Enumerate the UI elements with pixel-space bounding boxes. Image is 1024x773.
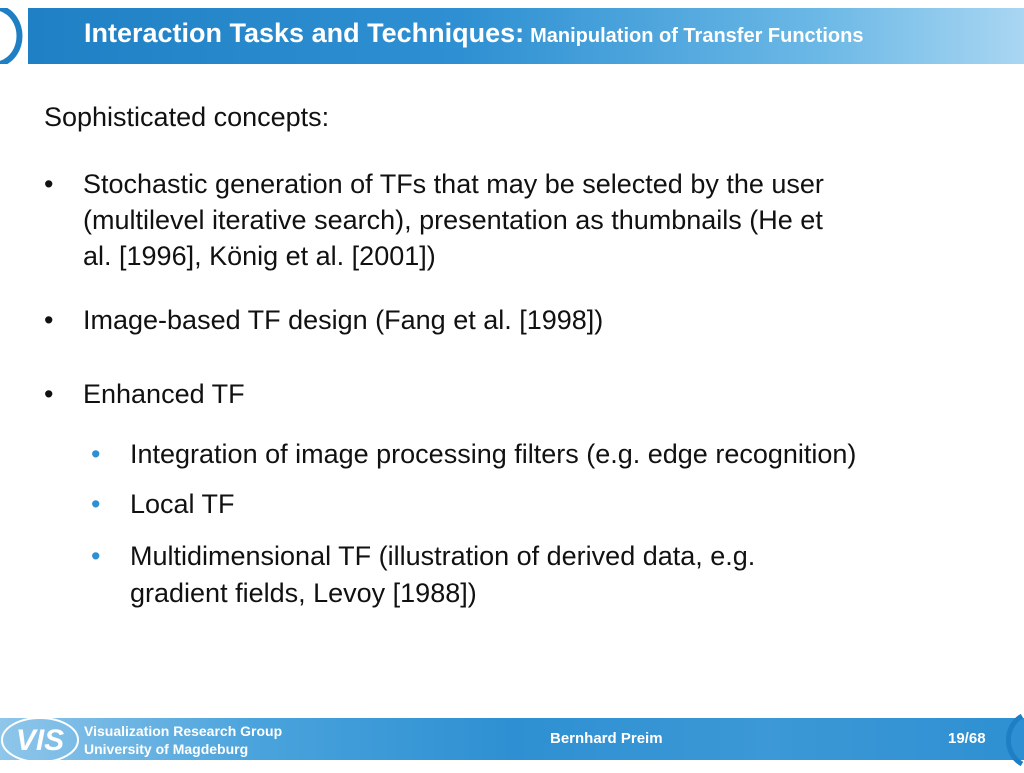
sub-bullet-line: Integration of image processing filters (e.g. edge recognition) (130, 439, 857, 469)
bullet-line: Image-based TF design (Fang et al. [1998]) (83, 305, 604, 335)
bullet-dot: • (44, 169, 54, 199)
vis-logo-icon (0, 712, 82, 764)
intro-text: Sophisticated concepts: (44, 102, 330, 132)
sub-bullet-dot: • (91, 439, 101, 469)
sub-bullet-line: Multidimensional TF (illustration of derived data, e.g. (130, 541, 756, 571)
footer-author: Bernhard Preim (550, 730, 663, 747)
slide-title-sub: Manipulation of Transfer Functions (530, 25, 864, 47)
sub-bullet-line: Local TF (130, 489, 235, 519)
sub-bullet-line: gradient fields, Levoy [1988]) (130, 578, 477, 608)
bullet-line: (multilevel iterative search), presentation as thumbnails (He et (83, 205, 823, 235)
slide-title-main: Interaction Tasks and Techniques: (84, 18, 525, 48)
bullet-line: Stochastic generation of TFs that may be selected by the user (83, 169, 824, 199)
sub-bullet-dot: • (91, 541, 101, 571)
footer-group-line1: Visualization Research Group (84, 723, 283, 739)
bullet-dot: • (44, 379, 54, 409)
bullet-line: Enhanced TF (83, 379, 245, 409)
vis-logo-text: VIS (15, 724, 65, 757)
footer-bracket-icon (1004, 712, 1024, 768)
sub-bullet-dot: • (91, 489, 101, 519)
footer-group-name (84, 722, 282, 758)
bullet-dot: • (44, 305, 54, 335)
page-number: 19/68 (948, 730, 986, 747)
footer-group-line2: University of Magdeburg (84, 741, 249, 757)
bullet-line: al. [1996], König et al. [2001]) (83, 241, 436, 271)
